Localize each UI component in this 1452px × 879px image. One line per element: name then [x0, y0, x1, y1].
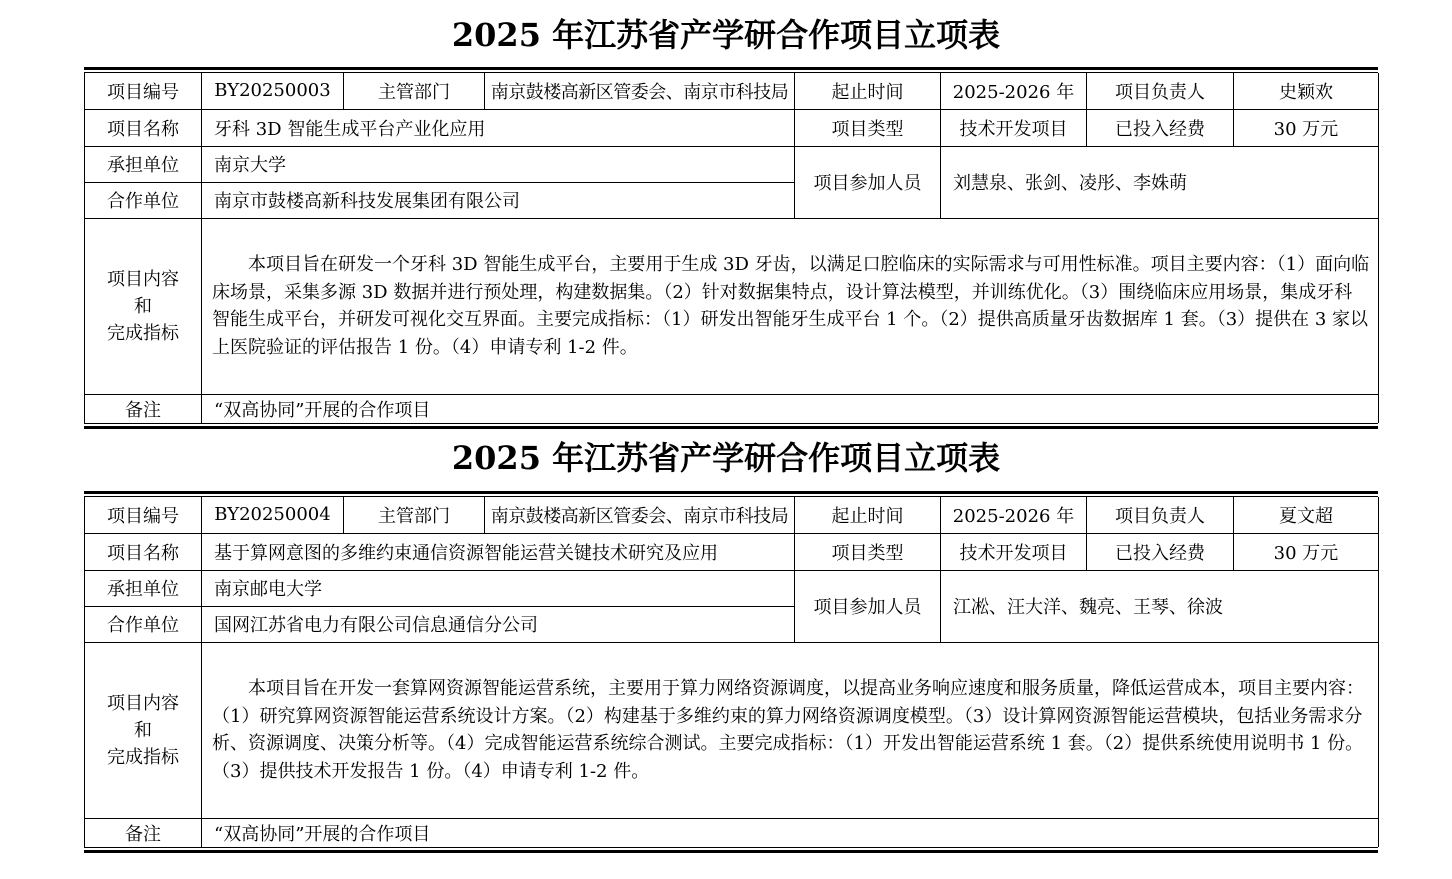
project-form [84, 67, 1378, 429]
label-project-type: 项目类型 [795, 533, 941, 570]
funding-value: 30 万元 [1234, 109, 1379, 146]
label-content-line2: 和 [134, 295, 152, 317]
project-no-value: BY20250003 [202, 73, 344, 109]
label-project-no: 项目编号 [85, 73, 202, 109]
label-funding: 已投入经费 [1087, 533, 1234, 570]
funding-value: 30 万元 [1234, 533, 1379, 570]
leader-value: 夏文超 [1234, 497, 1379, 533]
label-cooperator: 合作单位 [85, 606, 202, 642]
undertaker-value: 南京邮电大学 [202, 570, 795, 606]
label-remarks: 备注 [85, 818, 202, 847]
form-title: 2025 年江苏省产学研合作项目立项表 [451, 439, 1001, 477]
remarks-value: “双高协同”开展的合作项目 [202, 818, 1379, 847]
dept-value: 南京鼓楼高新区管委会、南京市科技局 [485, 497, 795, 533]
period-value: 2025-2026 年 [941, 73, 1087, 109]
undertaker-value: 南京大学 [202, 146, 795, 182]
label-content-line3: 完成指标 [107, 746, 179, 768]
project-form [84, 491, 1378, 853]
label-dept: 主管部门 [344, 497, 485, 533]
label-cooperator: 合作单位 [85, 182, 202, 218]
cooperator-value: 南京市鼓楼高新科技发展集团有限公司 [202, 182, 795, 218]
content-value [202, 642, 1379, 818]
label-content-line3: 完成指标 [107, 322, 179, 344]
leader-value: 史颖欢 [1234, 73, 1379, 109]
form-title: 2025 年江苏省产学研合作项目立项表 [451, 16, 1001, 54]
label-period: 起止时间 [795, 73, 941, 109]
content-paragraph: 本项目旨在研发一个牙科 3D 智能生成平台，主要用于生成 3D 牙齿，以满足口腔临床的实际需求与可用性标准。项目主要内容：（1）面向临床场景，采集多源 3D 数据并进行预处理，构建数据集。（2）针对数据集特点，设计算法模型，并训练优化。（3）围绕临床应用场景，集成牙科智能生成平台，并研发可视化交互界面。主要完成指标：（1）研发出智能牙生成平台 1 个。（2）提供高质量牙齿数据库 1 套。（3）提供在 3 家以上医院验证的评估报告 1 份。（4）申请专利 1-2 件。 [212, 254, 1370, 358]
label-participants: 项目参加人员 [795, 146, 941, 218]
project-table [84, 497, 1379, 847]
label-content-line2: 和 [134, 719, 152, 741]
project-type-value: 技术开发项目 [941, 109, 1087, 146]
period-value: 2025-2026 年 [941, 497, 1087, 533]
participants-value: 江凇、汪大洋、魏亮、王琴、徐波 [941, 570, 1379, 642]
project-name-value: 基于算网意图的多维约束通信资源智能运营关键技术研究及应用 [202, 533, 795, 570]
label-project-name: 项目名称 [85, 109, 202, 146]
label-participants: 项目参加人员 [795, 570, 941, 642]
label-funding: 已投入经费 [1087, 109, 1234, 146]
label-content-line1: 项目内容 [107, 692, 179, 714]
label-period: 起止时间 [795, 497, 941, 533]
participants-value: 刘慧泉、张剑、凌彤、李姝萌 [941, 146, 1379, 218]
label-project-type: 项目类型 [795, 109, 941, 146]
cooperator-value: 国网江苏省电力有限公司信息通信分公司 [202, 606, 795, 642]
bottom-border [84, 426, 1378, 429]
label-leader: 项目负责人 [1087, 73, 1234, 109]
content-value [202, 218, 1379, 394]
dept-value: 南京鼓楼高新区管委会、南京市科技局 [485, 73, 795, 109]
label-dept: 主管部门 [344, 73, 485, 109]
project-name-value: 牙科 3D 智能生成平台产业化应用 [202, 109, 795, 146]
content-paragraph: 本项目旨在开发一套算网资源智能运营系统，主要用于算力网络资源调度，以提高业务响应速度和服务质量，降低运营成本，项目主要内容：（1）研究算网资源智能运营系统设计方案。（2）构建基于多维约束的算力网络资源调度模型。（3）设计算网资源智能运营模块，包括业务需求分析、资源调度、决策分析等。（4）完成智能运营系统综合测试。主要完成指标：（1）开发出智能运营系统 1 套。（2）提供系统使用说明书 1 份。（3）提供技术开发报告 1 份。（4）申请专利 1-2 件。 [212, 678, 1364, 782]
label-content-line1: 项目内容 [107, 268, 179, 290]
label-project-no: 项目编号 [85, 497, 202, 533]
label-project-name: 项目名称 [85, 533, 202, 570]
project-type-value: 技术开发项目 [941, 533, 1087, 570]
label-undertaker: 承担单位 [85, 146, 202, 182]
label-leader: 项目负责人 [1087, 497, 1234, 533]
label-content [85, 218, 202, 394]
bottom-border [84, 850, 1378, 853]
label-undertaker: 承担单位 [85, 570, 202, 606]
project-table [84, 73, 1379, 423]
remarks-value: “双高协同”开展的合作项目 [202, 394, 1379, 423]
label-content [85, 642, 202, 818]
label-remarks: 备注 [85, 394, 202, 423]
project-no-value: BY20250004 [202, 497, 344, 533]
